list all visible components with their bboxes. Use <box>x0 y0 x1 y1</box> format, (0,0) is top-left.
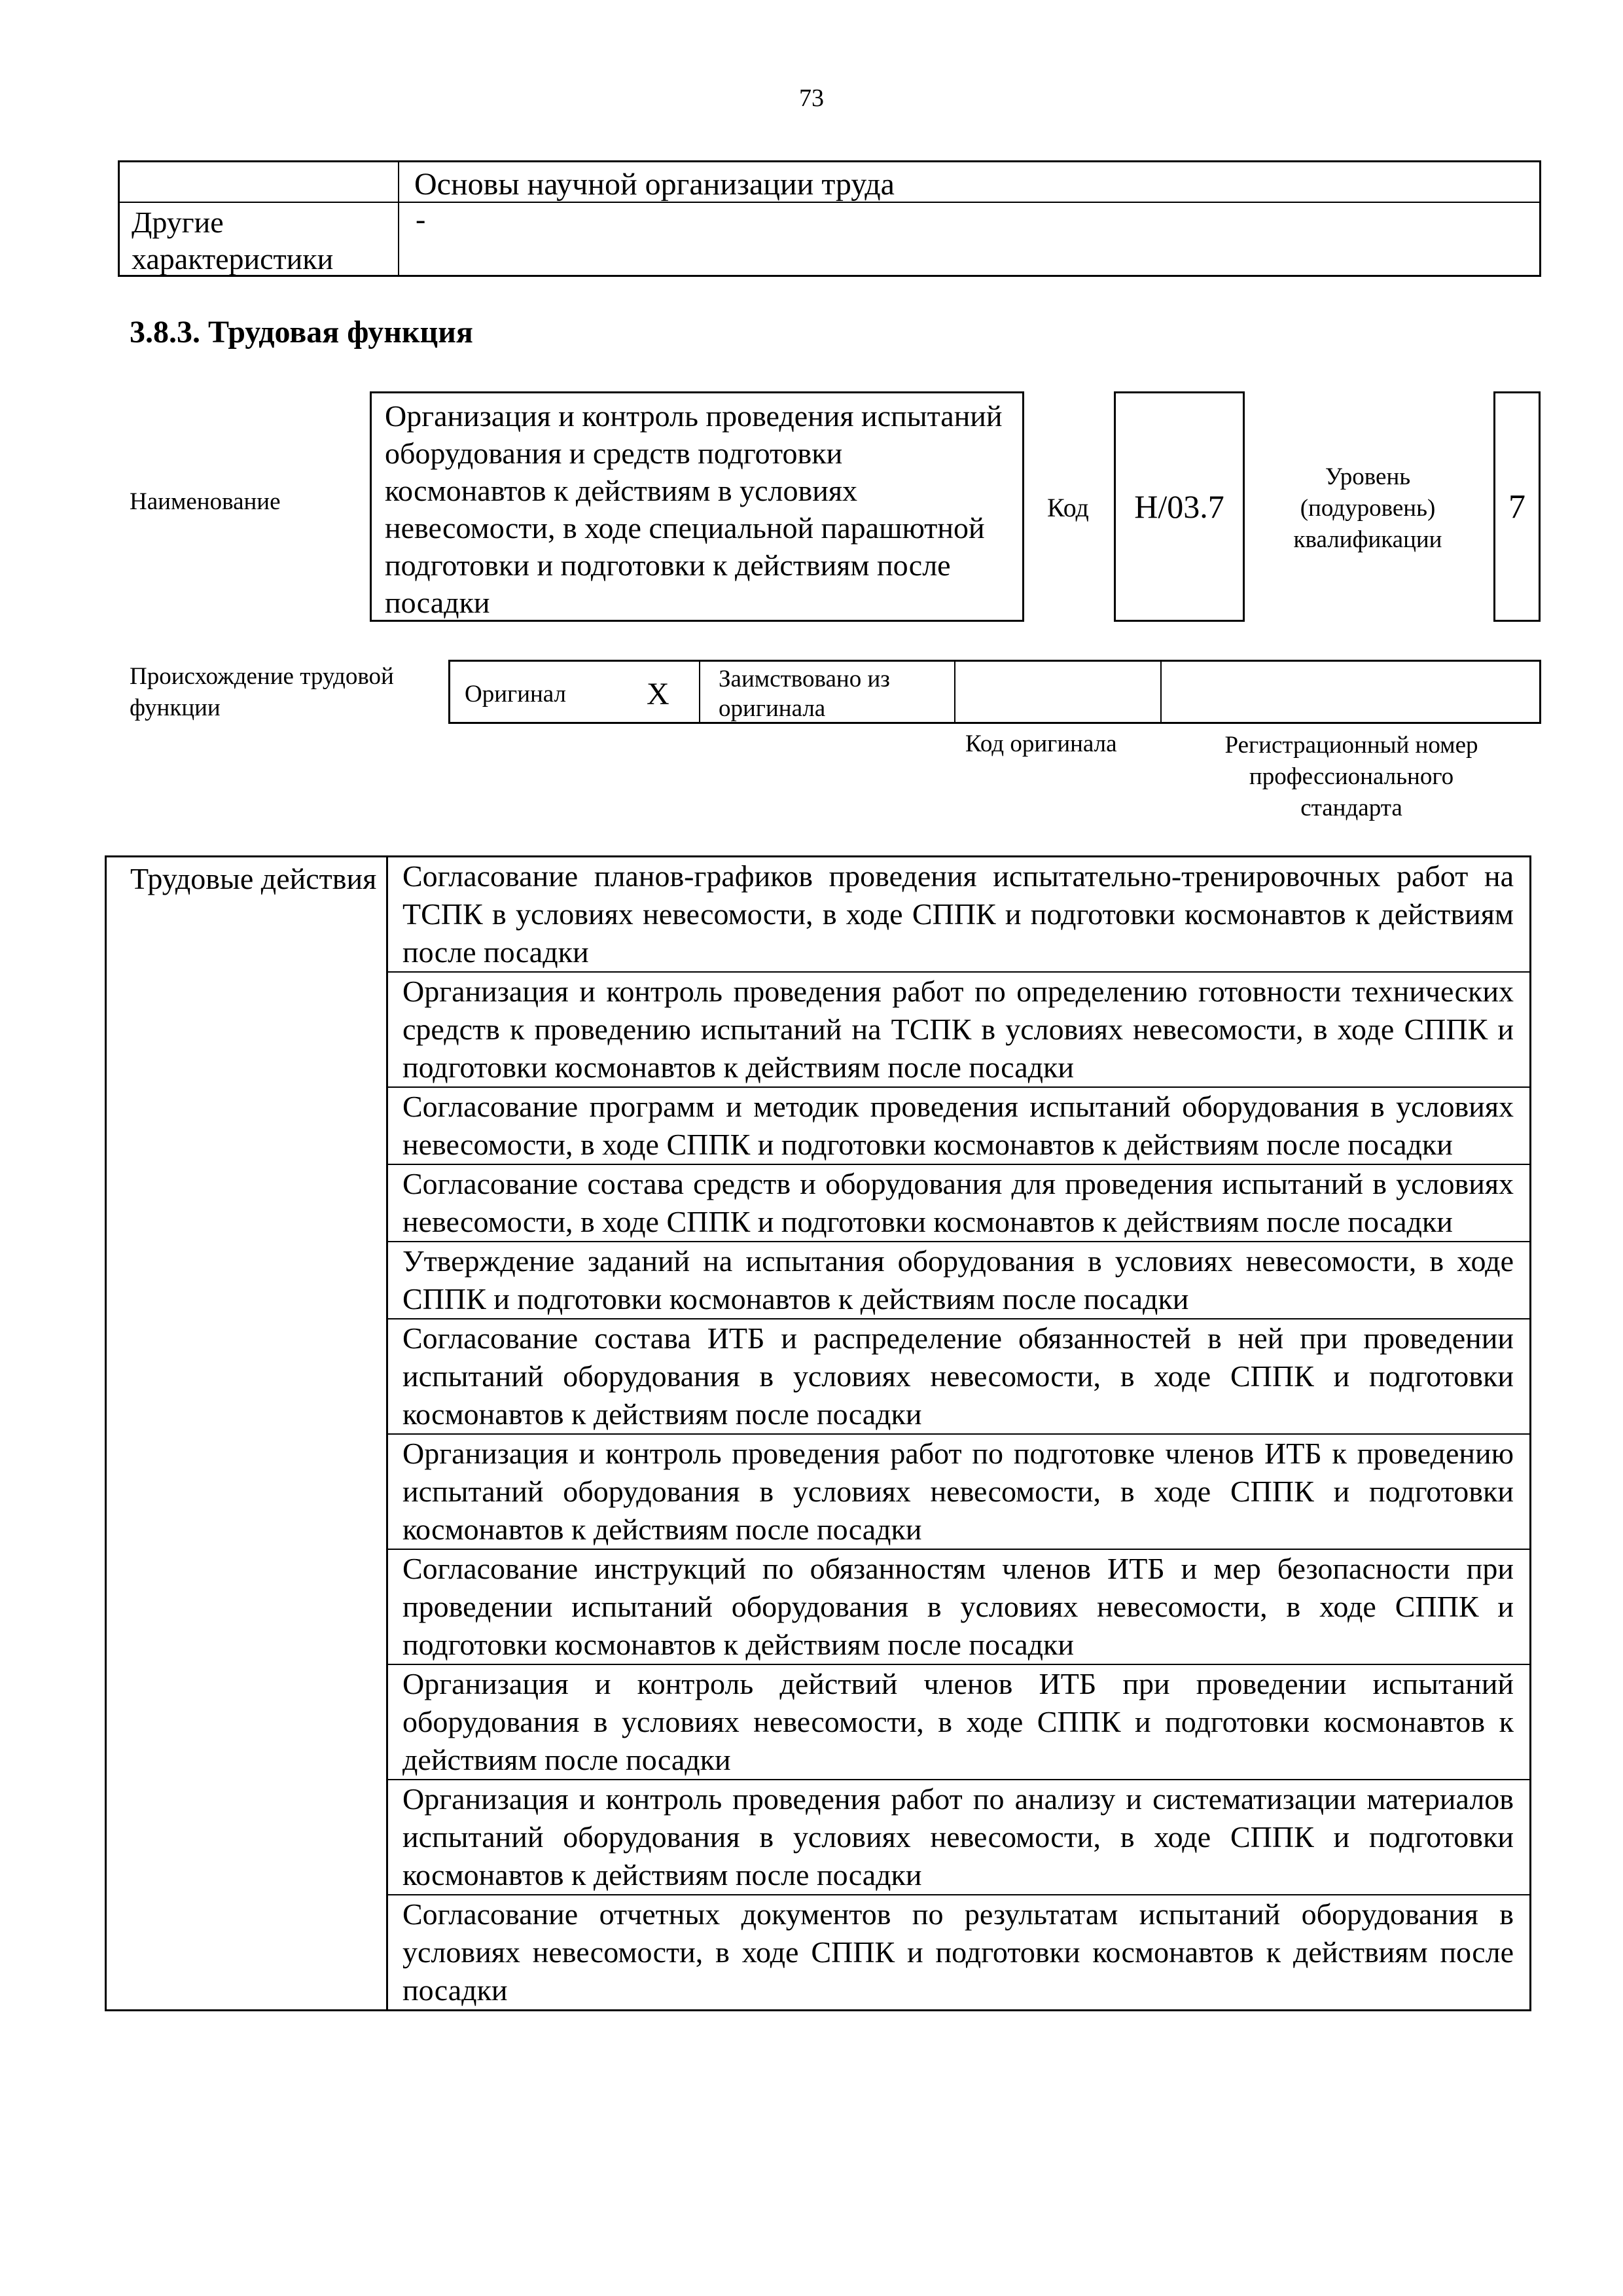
origin-label: Происхождение трудовой функции <box>130 663 394 721</box>
labor-action-item: Организация и контроль проведения работ по определению готовности технических средств к проведению испытаний на ТСПК в условиях невесомости, в ходе СППК и подготовки космонавтов к действиям после посадки <box>388 971 1529 1086</box>
labor-actions-table <box>105 855 1531 2011</box>
original-code-caption: Код оригинала <box>965 730 1117 757</box>
labor-action-item: Организация и контроль проведения работ по анализу и систематизации материалов испытаний оборудования в условиях невесомости, в ходе СППК и подготовки космонавтов к действиям после посадки <box>388 1779 1529 1894</box>
other-characteristics-label: Другие характеристики <box>132 206 334 276</box>
other-characteristics-table <box>118 160 1541 277</box>
table-divider <box>398 162 399 275</box>
original-label: Оригинал <box>465 681 567 708</box>
original-mark: X <box>647 677 669 711</box>
registration-number-caption: Регистрационный номер профессионального стандарта <box>1224 732 1478 821</box>
table-divider <box>1160 662 1162 722</box>
name-label: Наименование <box>130 488 281 515</box>
labor-action-item: Согласование состава средств и оборудования для проведения испытаний в условиях невесомости, в ходе СППК и подготовки космонавтов к действиям после посадки <box>388 1164 1529 1241</box>
labor-action-item: Согласование планов-графиков проведения испытательно-тренировочных работ на ТСПК в условиях невесомости, в ходе СППК и подготовки космонавтов к действиям после посадки <box>402 859 1514 969</box>
function-name: Организация и контроль проведения испытаний оборудования и средств подготовки космонавтов к действиям в условиях невесомости, в ходе специальной парашютной подготовки и подготовки к действиям после посадки <box>370 391 1024 622</box>
table-divider <box>699 662 700 722</box>
section-title: 3.8.3. Трудовая функция <box>130 315 473 350</box>
labor-actions-label-cell <box>107 857 388 2009</box>
labor-action-item: Организация и контроль проведения работ по подготовке членов ИТБ к проведению испытаний оборудования в условиях невесомости, в ходе СППК и подготовки космонавтов к действиям после посадки <box>388 1433 1529 1549</box>
labor-actions-label: Трудовые действия <box>130 862 377 895</box>
knowledge-item: Основы научной организации труда <box>414 167 895 202</box>
labor-action-item: Согласование инструкций по обязанностям членов ИТБ и мер безопасности при проведении испытаний оборудования в условиях невесомости, в ходе СППК и подготовки космонавтов к действиям после посадки <box>388 1549 1529 1664</box>
labor-action-item: Согласование состава ИТБ и распределение обязанностей в ней при проведении испытаний оборудования в условиях невесомости, в ходе СППК и подготовки космонавтов к действиям после посадки <box>388 1318 1529 1433</box>
labor-action-item: Организация и контроль действий членов ИТБ при проведении испытаний оборудования в условиях невесомости, в ходе СППК и подготовки космонавтов к действиям после посадки <box>388 1664 1529 1779</box>
labor-action-item: Согласование программ и методик проведения испытаний оборудования в условиях невесомости, в ходе СППК и подготовки космонавтов к действиям после посадки <box>388 1086 1529 1164</box>
qualification-level: 7 <box>1493 391 1541 622</box>
borrowed-label: Заимствовано из оригинала <box>719 666 890 722</box>
page-number: 73 <box>799 84 824 112</box>
labor-action-item: Утверждение заданий на испытания оборудования в условиях невесомости, в ходе СППК и подготовки космонавтов к действиям после посадки <box>388 1241 1529 1318</box>
function-code: H/03.7 <box>1114 391 1245 622</box>
labor-action-item: Согласование отчетных документов по результатам испытаний оборудования в условиях невесомости, в ходе СППК и подготовки космонавтов к действиям после посадки <box>388 1894 1529 2009</box>
origin-table <box>448 660 1541 724</box>
table-divider <box>954 662 955 722</box>
code-label: Код <box>1047 493 1089 522</box>
other-characteristics-value: - <box>416 202 426 236</box>
labor-actions-list <box>388 857 1529 2009</box>
qualification-level-label: Уровень (подуровень) квалификации <box>1293 463 1442 553</box>
